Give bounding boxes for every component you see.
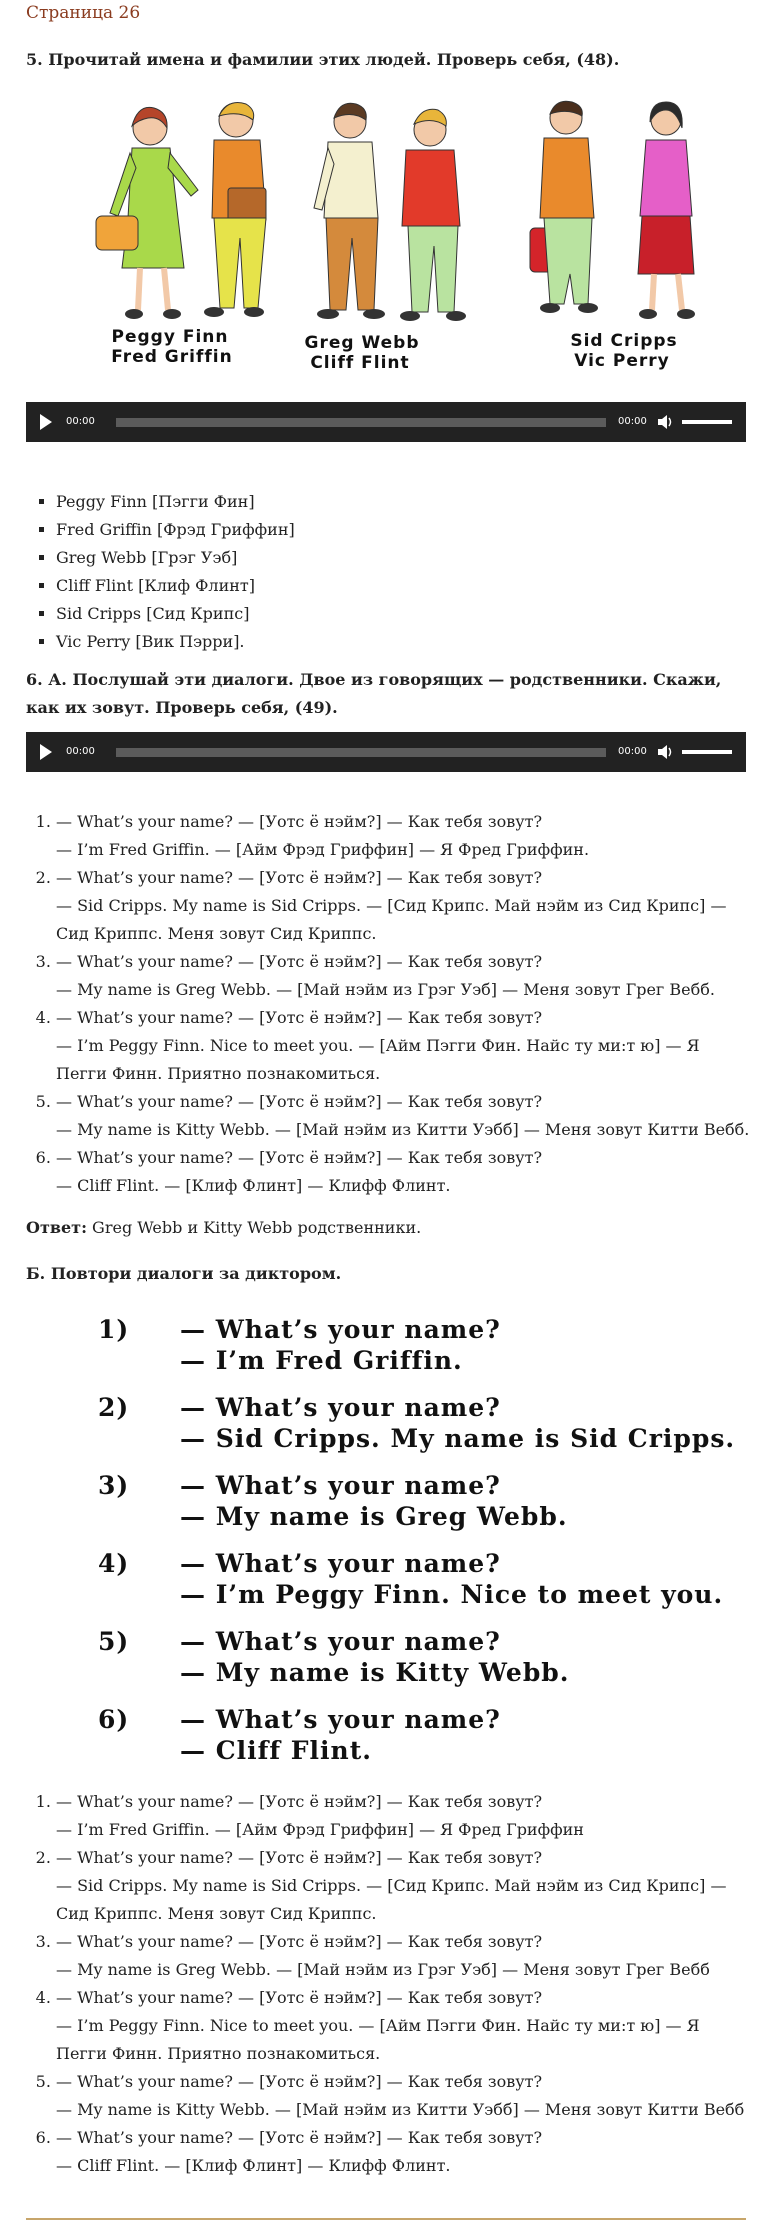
book-dialogue-item: [98, 1314, 754, 1376]
book-question: — What’s your name?: [180, 1549, 501, 1578]
dialogue-item: [56, 1984, 754, 2068]
answer-line: — I’m Fred Griffin. — [Айм Фрэд Гриффин] — Я Фред Гриффин.: [56, 840, 590, 859]
book-answer: — I’m Peggy Finn. Nice to meet you.: [180, 1580, 724, 1609]
book-dialogue-item: [98, 1470, 754, 1532]
caption-pair-1-line-2: Fred Griffin: [111, 347, 233, 367]
list-item: ▪ Vic Perry [Вик Пэрри].: [56, 628, 754, 656]
duration: 00:00: [618, 746, 647, 757]
current-time: 00:00: [66, 746, 95, 757]
book-answer: — Sid Cripps. My name is Sid Cripps.: [180, 1424, 736, 1453]
dialogue-item: [56, 1844, 754, 1928]
dialogue-item: [56, 1788, 754, 1844]
book-answer: — My name is Kitty Webb.: [180, 1658, 570, 1687]
dialogue-list-a: [26, 808, 754, 1200]
question-line: 3. — What’s your name? — [Уотс ё нэйм?] — Как тебя зовут?: [56, 1932, 543, 1951]
dialogue-item: [56, 948, 754, 1004]
caption-pair-3-line-2: Vic Perry: [574, 351, 670, 371]
duration: 00:00: [618, 416, 647, 427]
volume-slider[interactable]: [682, 750, 732, 754]
question-line: 2. — What’s your name? — [Уотс ё нэйм?] — Как тебя зовут?: [56, 1848, 543, 1867]
book-dialogue-number: 3): [98, 1471, 130, 1500]
question-line: 4. — What’s your name? — [Уотс ё нэйм?] — Как тебя зовут?: [56, 1988, 543, 2007]
bottom-divider: [26, 2218, 746, 2220]
book-dialogue-number: 2): [98, 1393, 130, 1422]
figure-peggy-finn: [96, 107, 198, 319]
question-line: 1. — What’s your name? — [Уотс ё нэйм?] — Как тебя зовут?: [56, 1792, 543, 1811]
book-answer: — I’m Fred Griffin.: [180, 1346, 463, 1375]
answer-line: — My name is Greg Webb. — [Май нэйм из Грэг Уэб] — Меня зовут Грег Вебб.: [56, 980, 715, 999]
list-item: ▪ Cliff Flint [Клиф Флинт]: [56, 572, 754, 600]
dialogue-item: [56, 808, 754, 864]
book-dialogue-item: [98, 1548, 754, 1610]
figure-cliff-flint: [400, 109, 466, 321]
book-dialogue-number: 4): [98, 1549, 130, 1578]
play-icon[interactable]: [40, 414, 52, 430]
caption-pair-3-line-1: Sid Cripps: [570, 331, 678, 351]
book-dialogue-number: 6): [98, 1705, 130, 1734]
people-illustration-svg: [88, 98, 768, 408]
exercise-5-heading: 5. Прочитай имена и фамилии этих людей. Проверь себя, (48).: [26, 50, 620, 69]
answer-line: — My name is Kitty Webb. — [Май нэйм из Китти Уэбб] — Меня зовут Китти Вебб.: [56, 1120, 750, 1139]
seek-bar[interactable]: [116, 418, 606, 427]
question-line: 5. — What’s your name? — [Уотс ё нэйм?] — Как тебя зовут?: [56, 1092, 543, 1111]
audio-player-ex6: [26, 732, 746, 772]
book-dialogues: [98, 1314, 754, 1766]
book-dialogue-number: 5): [98, 1627, 130, 1656]
book-answer: — Cliff Flint.: [180, 1736, 372, 1765]
answer-line: — Cliff Flint. — [Клиф Флинт] — Клифф Флинт.: [56, 2156, 451, 2175]
question-line: 1. — What’s your name? — [Уотс ё нэйм?] — Как тебя зовут?: [56, 812, 543, 831]
dialogue-item: [56, 1144, 754, 1200]
list-item: ▪ Sid Cripps [Сид Крипс]: [56, 600, 754, 628]
dialogue-item: [56, 2124, 754, 2180]
figure-fred-griffin: [204, 103, 266, 318]
question-line: 3. — What’s your name? — [Уотс ё нэйм?] — Как тебя зовут?: [56, 952, 543, 971]
volume-slider[interactable]: [682, 420, 732, 424]
answer-line: — My name is Greg Webb. — [Май нэйм из Грэг Уэб] — Меня зовут Грег Вебб: [56, 1960, 710, 1979]
page-title: Страница 26: [26, 3, 141, 23]
question-line: 6. — What’s your name? — [Уотс ё нэйм?] — Как тебя зовут?: [56, 1148, 543, 1167]
dialogue-item: [56, 1004, 754, 1088]
figure-greg-webb: [314, 103, 385, 319]
question-line: 5. — What’s your name? — [Уотс ё нэйм?] — Как тебя зовут?: [56, 2072, 543, 2091]
volume-icon[interactable]: [658, 745, 674, 759]
book-dialogue-number: 1): [98, 1315, 130, 1344]
book-dialogue-item: [98, 1392, 754, 1454]
question-line: 4. — What’s your name? — [Уотс ё нэйм?] — Как тебя зовут?: [56, 1008, 543, 1027]
exercise-6-heading: 6. А. Послушай эти диалоги. Двое из говорящих — родственники. Скажи, как их зовут. Проверь себя, (49).: [26, 670, 722, 717]
answer-line: — I’m Peggy Finn. Nice to meet you. — [Айм Пэгги Фин. Найс ту ми:т ю] — Я Пегги Финн. Приятно познакомиться.: [56, 2016, 700, 2063]
list-item: ▪ Fred Griffin [Фрэд Гриффин]: [56, 516, 754, 544]
caption-pair-1-line-1: Peggy Finn: [111, 327, 229, 347]
book-question: — What’s your name?: [180, 1705, 501, 1734]
audio-player-ex5: [26, 402, 746, 442]
current-time: 00:00: [66, 416, 95, 427]
book-answer: — My name is Greg Webb.: [180, 1502, 568, 1531]
answer-line: — Sid Cripps. My name is Sid Cripps. — [Сид Крипс. Май нэйм из Сид Крипс] — Сид Криппс. Меня зовут Сид Криппс.: [56, 896, 727, 943]
dialogue-item: [56, 2068, 754, 2124]
volume-icon[interactable]: [658, 415, 674, 429]
dialogue-item: [56, 1928, 754, 1984]
people-illustration: [88, 98, 768, 408]
caption-pair-2-line-2: Cliff Flint: [310, 353, 410, 373]
answer-line: — I’m Fred Griffin. — [Айм Фрэд Гриффин] — Я Фред Гриффин: [56, 1820, 584, 1839]
caption-pair-2-line-1: Greg Webb: [304, 333, 420, 353]
book-question: — What’s your name?: [180, 1393, 501, 1422]
answer-line: — I’m Peggy Finn. Nice to meet you. — [Айм Пэгги Фин. Найс ту ми:т ю] — Я Пегги Финн. Приятно познакомиться.: [56, 1036, 700, 1083]
book-question: — What’s your name?: [180, 1315, 501, 1344]
names-list: [26, 488, 754, 656]
answer-line: — My name is Kitty Webb. — [Май нэйм из Китти Уэбб] — Меня зовут Китти Вебб: [56, 2100, 745, 2119]
answer-text: Greg Webb и Kitty Webb родственники.: [86, 1218, 422, 1237]
answer-line: — Sid Cripps. My name is Sid Cripps. — [Сид Крипс. Май нэйм из Сид Крипс] — Сид Криппс. Меня зовут Сид Криппс.: [56, 1876, 727, 1923]
book-question: — What’s your name?: [180, 1471, 501, 1500]
book-dialogue-item: [98, 1704, 754, 1766]
list-item: ▪ Greg Webb [Грэг Уэб]: [56, 544, 754, 572]
dialogue-list-b: [26, 1788, 754, 2180]
answer-label: Ответ:: [26, 1218, 87, 1237]
question-line: 6. — What’s your name? — [Уотс ё нэйм?] — Как тебя зовут?: [56, 2128, 543, 2147]
seek-bar[interactable]: [116, 748, 606, 757]
list-item: ▪ Peggy Finn [Пэгги Фин]: [56, 488, 754, 516]
question-line: 2. — What’s your name? — [Уотс ё нэйм?] — Как тебя зовут?: [56, 868, 543, 887]
play-icon[interactable]: [40, 744, 52, 760]
part-b-heading: Б. Повтори диалоги за диктором.: [26, 1264, 342, 1283]
dialogue-item: [56, 864, 754, 948]
figure-sid-cripps: [530, 101, 598, 313]
figure-vic-perry: [638, 102, 695, 319]
book-dialogue-item: [98, 1626, 754, 1688]
answer-line: — Cliff Flint. — [Клиф Флинт] — Клифф Флинт.: [56, 1176, 451, 1195]
dialogue-item: [56, 1088, 754, 1144]
answer: [26, 1214, 754, 1242]
book-question: — What’s your name?: [180, 1627, 501, 1656]
